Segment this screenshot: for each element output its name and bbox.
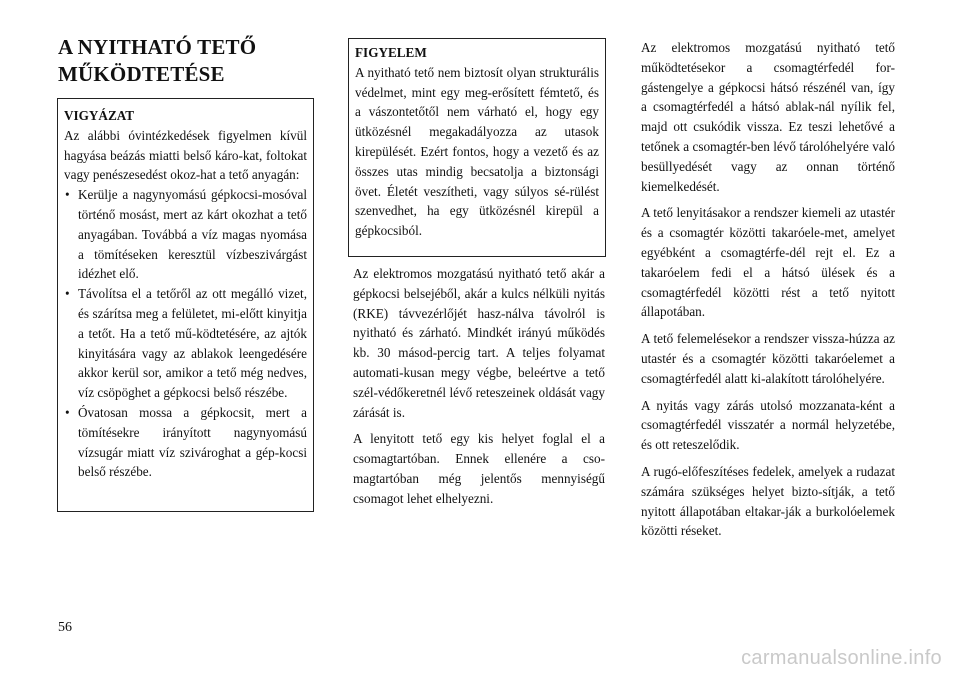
column-2-body	[353, 264, 605, 516]
caution-heading: VIGYÁZAT	[64, 108, 135, 123]
page-title-line-2: MŰKÖDTETÉSE	[58, 62, 225, 86]
body-paragraph: A lenyitott tető egy kis helyet foglal el a csomagtartóban. Ennek ellenére a cso-magtartóban még jelentős mennyiségű csomagot lehet elhelyezni.	[353, 431, 605, 506]
body-paragraph: A tető felemelésekor a rendszer vissza-húzza az utastér és a csomagtér közötti takaróelemet a csomagtérfedél alatt ki-alakított tárolóhelyére.	[641, 331, 895, 386]
caution-box	[57, 98, 314, 512]
column-3-body	[641, 38, 895, 548]
caution-bullet-list	[64, 185, 307, 482]
caution-intro: Az alábbi óvintézkedések figyelmen kívül hagyása beázás miatti belső káro-kat, foltokat vagy penészesedést okoz-hat a tető anyagán:	[64, 127, 307, 183]
warning-text: A nyitható tető nem biztosít olyan strukturális védelmet, mint egy meg-erősített fémtető, és a vászontetőtől nem várható el, hogy egy ütközésnél megakadályozza az utasok kirepülését. Ezért fontos, hogy a vezető és az összes utas mindig becsatolja a biztonsági övet. Életét veszítheti, vagy súlyos sé-rülést szenvedhet, ha egy ütközésnél kirepül a gépkocsiból.	[355, 64, 599, 239]
body-paragraph: Az elektromos mozgatású nyitható tető működtetésekor a csomagtérfedél for-gástengelye a gépkocsi hátsó részénél van, így a csomagtérfedél a hátsó ablak-nál nyílik fel, majd ott csukódik vissza. Ez teszi lehetővé a tetőnek a csomagtér-ben lévő tárolóhelyére való besüllyedését vagy az onnan történő kiemelkedését.	[641, 40, 895, 194]
page-title	[58, 34, 308, 88]
caution-bullet: • Kerülje a nagynyomású gépkocsi-mosóval történő mosást, mert az kárt okozhat a tető anyagában. Továbbá a víz magas nyomása a tömítéseken keresztül vízbeszivárgást idézhet elő.	[64, 185, 307, 284]
warning-heading: FIGYELEM	[355, 45, 427, 60]
caution-bullet: • Óvatosan mossa a gépkocsit, mert a tömítésekre irányított nagynyomású vízsugár miatt víz szivároghat a gép-kocsi belső részébe.	[64, 403, 307, 482]
page-number: 56	[58, 620, 72, 635]
watermark: carmanualsonline.info	[741, 647, 942, 669]
page-title-line-1: A NYITHATÓ TETŐ	[58, 35, 257, 59]
body-paragraph: Az elektromos mozgatású nyitható tető akár a gépkocsi belsejéből, akár a kulcs nélküli nyitás (RKE) távvezérlőjét hasz-nálva távolról is nyitható és zárható. Mindkét irányú működés kb. 30 másod-percig tart. A teljes folyamat automati-kusan megy végbe, beleértve a tető szél-védőkeretnél lévő reteszeinek oldását vagy zárását is.	[353, 266, 605, 420]
warning-box	[348, 38, 606, 257]
body-paragraph: A nyitás vagy zárás utolsó mozzanata-ként a csomagtérfedél visszatér a normál helyzetébe, és ott reteszelődik.	[641, 397, 895, 453]
body-paragraph: A tető lenyitásakor a rendszer kiemeli az utastér és a csomagtér közötti takaróele-met, amelyet egyébként a csomagtérfe-dél rejt el. Ez a takaróelem fedi el a hátsó ülések és a csomagtérfedél közötti rést a tető nyitott állapotában.	[641, 205, 895, 320]
caution-bullet: • Távolítsa el a tetőről az ott megálló vizet, és szárítsa meg a felületet, mi-előtt kinyitja a tetőt. Ha a tető mű-ködtetésére, az ajtók kinyitására vagy az ablakok leengedésére akkor kerül sor, amikor a tető még nedves, víz csöpöghet a gépkocsi belső részébe.	[64, 284, 307, 403]
body-paragraph: A rugó-előfeszítéses fedelek, amelyek a rudazat számára szükséges helyet bizto-sítják, a tető nyitott állapotában eltakar-ják a burkolóelemek közötti réseket.	[641, 463, 895, 539]
